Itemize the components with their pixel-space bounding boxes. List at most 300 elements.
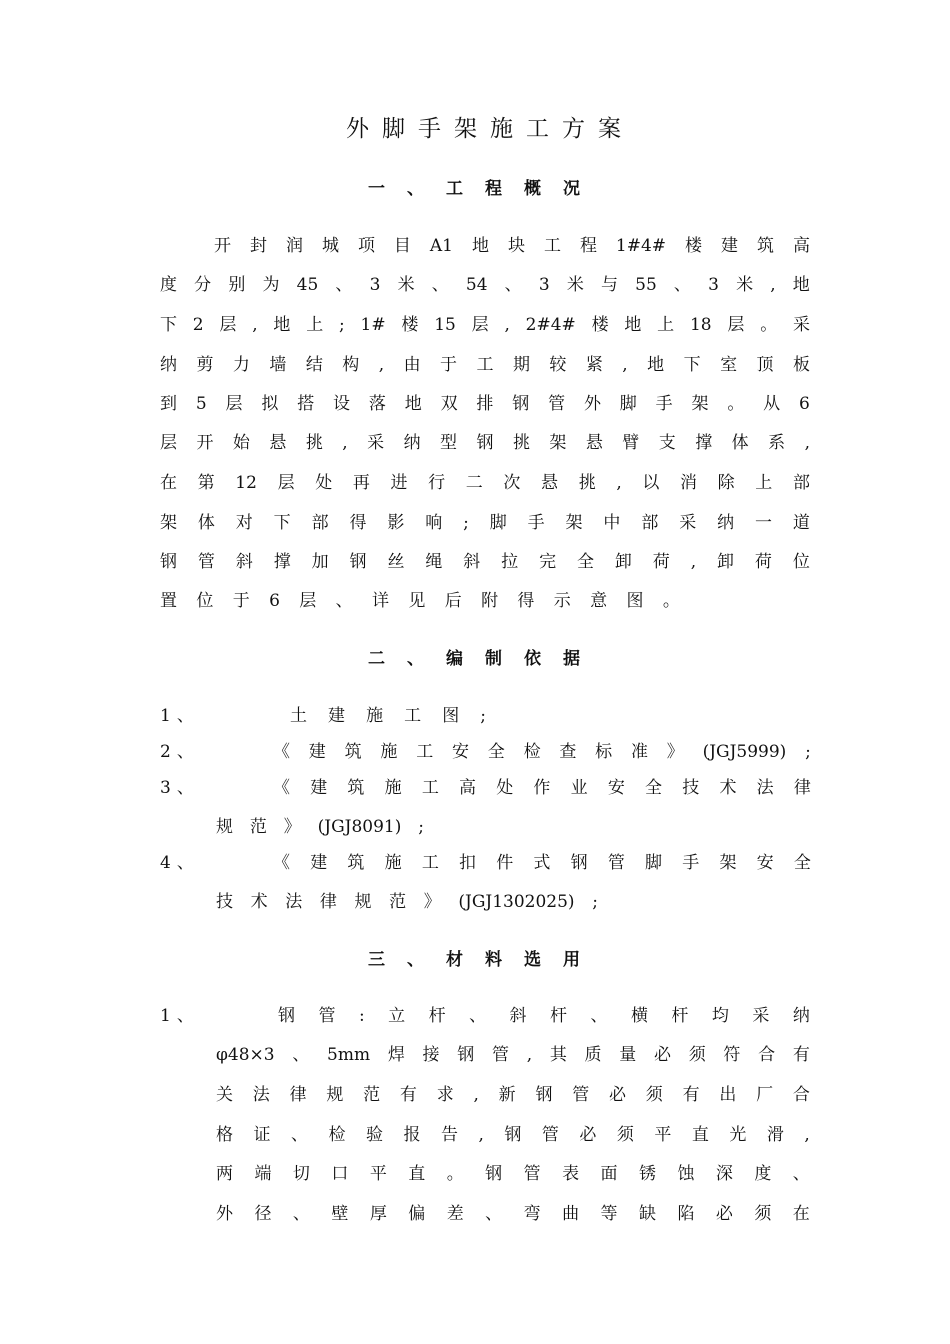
text-token: 部: [792, 473, 810, 493]
text-token: 《: [273, 742, 290, 762]
text-token: 道: [792, 513, 810, 533]
list-number: 4、: [160, 853, 200, 873]
text-token: 建: [328, 706, 346, 726]
text-token: 符: [723, 1045, 741, 1065]
text-token: 结: [305, 355, 323, 375]
text-token: 厚: [369, 1204, 387, 1224]
text-token: 部: [311, 513, 329, 533]
text-token: 、: [792, 1164, 810, 1184]
text-token: 弯: [523, 1204, 541, 1224]
text-token: 以: [642, 473, 660, 493]
text-token: 外: [583, 394, 601, 414]
list-item-line: [273, 773, 811, 803]
text-token: 必: [653, 1045, 671, 1065]
text-token: 挑: [512, 433, 530, 453]
text-token: 3: [538, 275, 550, 295]
text-token: 挑: [305, 433, 323, 453]
text-token: 悬: [541, 473, 559, 493]
text-token: ,: [804, 433, 810, 453]
text-token: 须: [645, 1085, 663, 1105]
text-token: 楼: [591, 315, 609, 335]
text-token: 绳: [425, 552, 443, 572]
text-token: ,: [804, 1125, 810, 1145]
text-token: 地: [792, 275, 810, 295]
text-token: 杆: [428, 1006, 446, 1026]
text-token: 意: [590, 591, 608, 611]
section-heading-basis: [0, 644, 950, 674]
text-token: 拉: [501, 552, 519, 572]
text-token: 搭: [297, 394, 315, 414]
text-token: 口: [331, 1164, 349, 1184]
text-token: 1#: [360, 315, 386, 335]
text-token: 分: [194, 275, 212, 295]
text-token: 在: [792, 1204, 810, 1224]
text-token: 为: [262, 275, 280, 295]
text-token: 层: [225, 394, 243, 414]
text-token: 始: [232, 433, 250, 453]
text-token: 建: [310, 778, 328, 798]
text-token: 15: [434, 315, 456, 335]
text-token: 范: [249, 817, 267, 837]
text-token: 土: [290, 706, 307, 726]
text-token: ,: [478, 1125, 484, 1145]
text-token: 法: [252, 1085, 270, 1105]
text-token: 必: [609, 1085, 626, 1105]
text-token: 施: [384, 853, 402, 873]
text-token: 钢: [485, 1164, 503, 1184]
text-token: 等: [600, 1204, 618, 1224]
text-token: 规: [216, 817, 233, 837]
text-token: 采: [679, 513, 697, 533]
text-token: 系: [768, 433, 786, 453]
text-token: 再: [352, 473, 370, 493]
text-token: 律: [319, 892, 337, 912]
text-token: 式: [533, 853, 551, 873]
text-token: 顶: [756, 355, 774, 375]
text-token: 1#4#: [615, 236, 667, 256]
text-token: 得: [349, 513, 367, 533]
text-token: 消: [680, 473, 698, 493]
text-token: 响: [425, 513, 443, 533]
text-token: 由: [403, 355, 421, 375]
text-token: (JGJ5999): [702, 742, 787, 762]
text-token: 度: [754, 1164, 772, 1184]
text-token: 《: [273, 778, 290, 798]
list-item-line: [216, 1080, 810, 1110]
text-token: 于: [440, 355, 458, 375]
text-token: 、: [292, 1045, 310, 1065]
text-token: 须: [754, 1204, 772, 1224]
text-token: 上: [755, 473, 773, 493]
text-token: 斜: [235, 552, 253, 572]
text-token: ,: [473, 1085, 479, 1105]
text-token: 除: [717, 473, 735, 493]
text-token: 锈: [638, 1164, 656, 1184]
text-token: 蚀: [677, 1164, 695, 1184]
text-token: 管: [548, 394, 566, 414]
text-token: 筑: [757, 236, 774, 256]
text-token: 位: [792, 552, 810, 572]
text-token: 层: [277, 473, 295, 493]
text-token: 、: [431, 275, 449, 295]
text-token: 证: [253, 1125, 271, 1145]
paragraph-line: [160, 310, 810, 340]
text-token: 撑: [695, 433, 713, 453]
text-token: 必: [579, 1125, 597, 1145]
text-token: 程: [579, 236, 597, 256]
text-token: 施: [366, 706, 384, 726]
text-token: 、: [335, 591, 353, 611]
text-token: 钢: [160, 552, 177, 572]
text-token: 斜: [463, 552, 481, 572]
text-token: 进: [390, 473, 408, 493]
text-token: 54: [465, 275, 488, 295]
list-item-line: [216, 1120, 810, 1150]
text-token: 剪: [196, 355, 214, 375]
text-token: 次: [503, 473, 521, 493]
list-item-line: [290, 701, 486, 731]
text-token: 管: [318, 1006, 336, 1026]
text-token: 钢: [504, 1125, 522, 1145]
text-token: 作: [533, 778, 551, 798]
section-heading-overview: [0, 174, 950, 204]
text-token: 手: [655, 394, 673, 414]
text-token: 法: [285, 892, 303, 912]
text-token: 得: [517, 591, 535, 611]
text-token: 下: [273, 513, 291, 533]
text-token: 、: [469, 1006, 487, 1026]
text-token: 体: [731, 433, 749, 453]
text-token: 层: [299, 591, 317, 611]
text-token: 地: [624, 315, 642, 335]
text-token: 标: [595, 742, 613, 762]
text-token: 陷: [677, 1204, 695, 1224]
text-token: 管: [197, 552, 215, 572]
text-token: φ48×3: [216, 1045, 275, 1065]
text-token: 楼: [401, 315, 419, 335]
text-token: 墙: [269, 355, 287, 375]
text-token: 体: [197, 513, 215, 533]
text-token: 求: [436, 1085, 454, 1105]
text-token: 安: [756, 853, 774, 873]
text-token: 差: [446, 1204, 464, 1224]
text-token: 横: [630, 1006, 648, 1026]
text-token: 验: [366, 1125, 383, 1145]
text-token: 滑: [766, 1125, 784, 1145]
text-token: 端: [254, 1164, 272, 1184]
text-token: 两: [216, 1164, 233, 1184]
text-token: 技: [682, 778, 700, 798]
text-token: 钢: [457, 1045, 475, 1065]
text-token: 全: [487, 742, 505, 762]
text-token: 、: [291, 1125, 308, 1145]
text-token: ;: [463, 513, 469, 533]
text-token: 设: [333, 394, 351, 414]
text-token: 曲: [562, 1204, 580, 1224]
text-token: 拟: [261, 394, 279, 414]
text-token: 楼: [685, 236, 703, 256]
text-token: 工: [543, 236, 561, 256]
text-token: 外: [216, 1204, 233, 1224]
text-token: 纳: [403, 433, 421, 453]
text-token: 扣: [459, 853, 477, 873]
text-token: 、: [504, 275, 522, 295]
text-token: 业: [570, 778, 588, 798]
text-token: 杆: [671, 1006, 689, 1026]
text-token: 钢: [476, 433, 494, 453]
text-token: 脚: [489, 513, 507, 533]
text-token: 架: [549, 433, 567, 453]
text-token: 规: [326, 1085, 344, 1105]
text-token: 管: [523, 1164, 541, 1184]
text-token: 、: [590, 1006, 608, 1026]
text-token: 斜: [509, 1006, 527, 1026]
text-token: 焊: [387, 1045, 405, 1065]
text-token: 采: [792, 315, 810, 335]
text-token: 排: [476, 394, 494, 414]
text-token: 技: [216, 892, 233, 912]
text-token: 到: [160, 394, 177, 414]
text-token: 管: [572, 1085, 590, 1105]
text-token: 型: [440, 433, 458, 453]
text-token: 5mm: [327, 1045, 371, 1065]
text-token: 法: [756, 778, 774, 798]
text-token: 其: [549, 1045, 567, 1065]
text-token: 开: [196, 433, 214, 453]
text-token: 双: [440, 394, 458, 414]
text-token: 图: [442, 706, 460, 726]
text-token: 处: [496, 778, 514, 798]
text-token: 6: [269, 591, 280, 611]
text-token: ,: [504, 315, 510, 335]
text-token: 筑: [347, 778, 365, 798]
text-token: 筑: [344, 742, 362, 762]
text-token: 杆: [550, 1006, 568, 1026]
list-item-line: [273, 737, 811, 767]
text-token: 钢: [278, 1006, 295, 1026]
text-token: 中: [603, 513, 621, 533]
text-token: 架: [719, 853, 737, 873]
text-token: 全: [793, 853, 811, 873]
text-token: 建: [721, 236, 739, 256]
text-token: 径: [254, 1204, 272, 1224]
text-token: 3: [708, 275, 719, 295]
text-token: 术: [719, 778, 737, 798]
text-token: 采: [367, 433, 385, 453]
text-token: 对: [235, 513, 253, 533]
text-token: ;: [480, 706, 486, 726]
text-token: 手: [527, 513, 545, 533]
text-token: 附: [481, 591, 499, 611]
text-token: 格: [216, 1125, 233, 1145]
text-token: 撑: [273, 552, 291, 572]
text-token: 合: [792, 1085, 810, 1105]
text-token: 下: [683, 355, 701, 375]
text-token: 力: [232, 355, 250, 375]
text-token: 检: [523, 742, 541, 762]
text-token: 施: [384, 778, 402, 798]
text-token: 全: [576, 552, 594, 572]
text-token: 2#4#: [525, 315, 576, 335]
text-token: 架: [691, 394, 709, 414]
text-token: 城: [321, 236, 339, 256]
text-token: 期: [512, 355, 530, 375]
text-token: 安: [451, 742, 469, 762]
text-token: 、: [673, 275, 691, 295]
paragraph-line: [160, 468, 810, 498]
text-token: ,: [616, 473, 622, 493]
text-token: 施: [380, 742, 398, 762]
text-token: 。: [446, 1164, 464, 1184]
text-token: 位: [196, 591, 214, 611]
text-token: 脚: [619, 394, 637, 414]
text-token: 光: [729, 1125, 747, 1145]
text-token: 。: [760, 315, 778, 335]
text-token: 《: [273, 853, 290, 873]
text-token: 直: [408, 1164, 426, 1184]
text-token: 润: [285, 236, 303, 256]
text-token: 层: [219, 315, 237, 335]
list-item-line: [216, 887, 598, 917]
text-token: ,: [342, 433, 348, 453]
text-token: 律: [793, 778, 811, 798]
paragraph-line: [160, 586, 680, 616]
text-token: 6: [799, 394, 810, 414]
text-token: 直: [691, 1125, 709, 1145]
text-token: ,: [252, 315, 258, 335]
text-token: ,: [690, 552, 697, 572]
text-token: 荷: [754, 552, 772, 572]
text-token: ;: [592, 892, 598, 912]
text-token: A1: [429, 236, 453, 256]
text-token: 平: [654, 1125, 672, 1145]
text-token: 、: [335, 275, 353, 295]
text-token: 地: [273, 315, 291, 335]
text-token: 律: [289, 1085, 307, 1105]
text-token: 切: [292, 1164, 310, 1184]
text-token: :: [358, 1006, 365, 1026]
text-token: 支: [658, 433, 676, 453]
text-token: 55: [635, 275, 657, 295]
list-number: 1、: [160, 1006, 200, 1026]
text-token: 管: [541, 1125, 559, 1145]
text-token: 有: [792, 1045, 810, 1065]
text-token: 上: [306, 315, 324, 335]
document-title: 外脚手架施工方案: [346, 116, 634, 142]
text-token: 量: [619, 1045, 637, 1065]
text-token: 须: [688, 1045, 706, 1065]
paragraph-line: [160, 508, 810, 538]
text-token: 偏: [408, 1204, 426, 1224]
text-token: 5: [195, 394, 207, 414]
paragraph-line: [214, 231, 810, 261]
paragraph-line: [160, 350, 810, 380]
paragraph-line: [160, 270, 810, 300]
paragraph-line: [160, 428, 810, 458]
text-token: 报: [403, 1125, 421, 1145]
text-token: 钢: [535, 1085, 553, 1105]
text-token: 工: [421, 853, 439, 873]
text-token: 钢: [349, 552, 367, 572]
text-token: (JGJ8091): [317, 817, 402, 837]
text-token: 悬: [269, 433, 287, 453]
text-token: 图: [626, 591, 644, 611]
text-token: 部: [641, 513, 659, 533]
text-token: 纳: [792, 1006, 810, 1026]
text-token: 别: [228, 275, 246, 295]
text-token: 钢: [512, 394, 530, 414]
text-token: 术: [250, 892, 268, 912]
list-item-line: [278, 1001, 810, 1031]
text-token: 卸: [614, 552, 632, 572]
heading-text: 二、编制依据: [368, 649, 602, 669]
text-token: 项: [357, 236, 375, 256]
text-token: 接: [422, 1045, 440, 1065]
text-token: 较: [549, 355, 567, 375]
text-token: 块: [507, 236, 525, 256]
list-item-line: [216, 812, 424, 842]
list-item-line: [216, 1159, 810, 1189]
text-token: 纳: [717, 513, 735, 533]
text-token: 米: [397, 275, 415, 295]
text-token: 立: [388, 1006, 406, 1026]
text-token: 规: [354, 892, 372, 912]
text-token: 地: [404, 394, 422, 414]
text-token: 紧: [585, 355, 603, 375]
text-token: 有: [399, 1085, 417, 1105]
text-token: 关: [216, 1085, 233, 1105]
text-token: 脚: [645, 853, 663, 873]
text-token: 准: [630, 742, 648, 762]
text-token: 。: [727, 394, 745, 414]
text-token: 表: [562, 1164, 580, 1184]
text-token: 在: [160, 473, 177, 493]
text-token: 板: [792, 355, 810, 375]
text-token: 工: [416, 742, 434, 762]
text-token: 第: [197, 473, 215, 493]
text-token: 工: [404, 706, 422, 726]
text-token: 钢: [570, 853, 588, 873]
list-number: 2、: [160, 742, 200, 762]
text-token: 处: [315, 473, 333, 493]
text-token: 壁: [331, 1204, 349, 1224]
list-item-line: [273, 848, 811, 878]
text-token: 荷: [652, 552, 670, 572]
text-token: 12: [235, 473, 257, 493]
text-token: 》: [666, 742, 684, 762]
paragraph-line: [160, 389, 810, 419]
text-token: 18: [689, 315, 712, 335]
text-token: 示: [553, 591, 571, 611]
text-token: 见: [408, 591, 426, 611]
text-token: 均: [711, 1006, 729, 1026]
text-token: 二: [465, 473, 483, 493]
list-item-line: [216, 1199, 810, 1229]
text-token: ;: [805, 742, 811, 762]
text-token: 管: [607, 853, 625, 873]
text-token: 。: [662, 591, 680, 611]
text-token: 有: [682, 1085, 700, 1105]
text-token: 架: [565, 513, 583, 533]
text-token: 悬: [585, 433, 603, 453]
text-token: ,: [378, 355, 385, 375]
text-token: 告: [441, 1125, 458, 1145]
text-token: (JGJ1302025): [458, 892, 575, 912]
text-token: 缺: [638, 1204, 656, 1224]
text-token: 45: [296, 275, 319, 295]
text-token: ;: [418, 817, 424, 837]
text-token: 建: [308, 742, 326, 762]
